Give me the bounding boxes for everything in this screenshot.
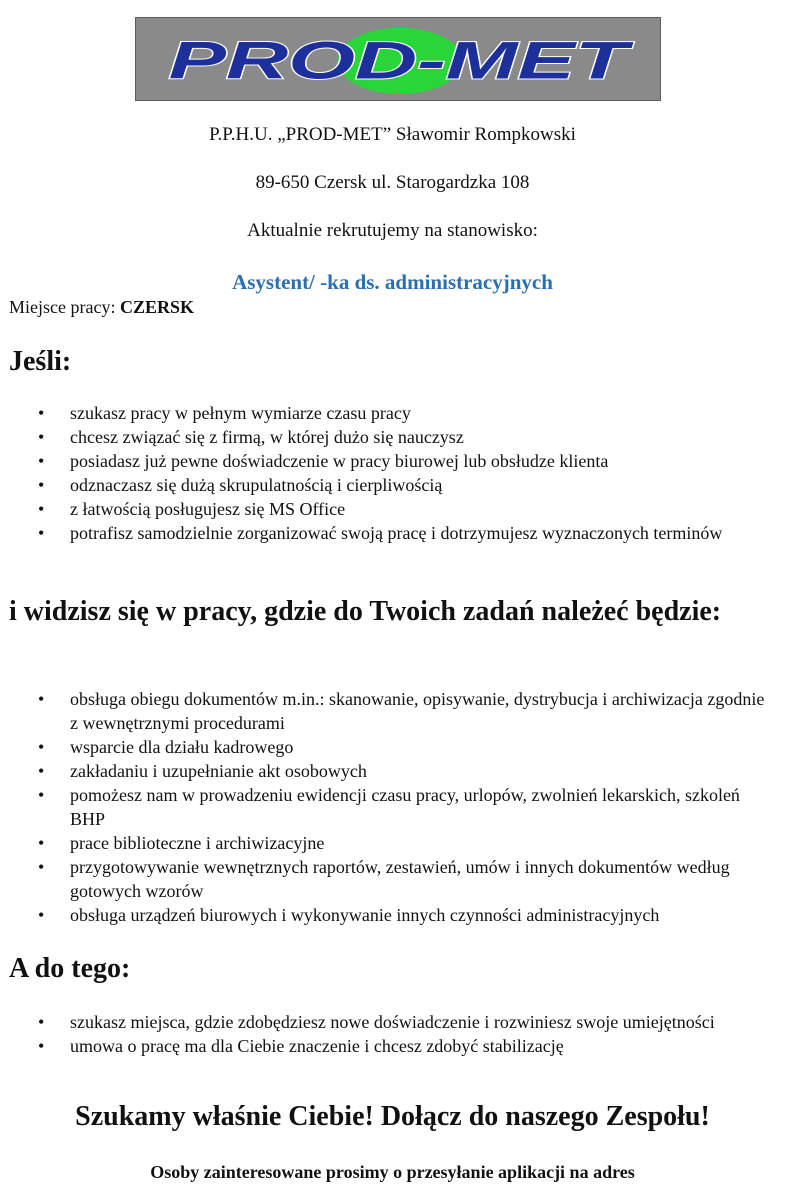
logo-text: PROD-MET (168, 31, 634, 91)
list-item: • szukasz miejsca, gdzie zdobędziesz nowe doświadczenie i rozwiniesz swoje umiejętności (38, 1010, 773, 1034)
call-to-action: Szukamy właśnie Ciebie! Dołącz do naszego Zespołu! (75, 1101, 710, 1132)
company-name: P.P.H.U. „PROD-MET” Sławomir Rompkowski (209, 124, 576, 145)
list-item: • prace biblioteczne i archiwizacyjne (38, 831, 773, 855)
list-item: • z łatwością posługujesz się MS Office (38, 497, 773, 521)
workplace-label: Miejsce pracy: (9, 297, 120, 317)
list-item: • zakładaniu i uzupełnianie akt osobowych (38, 759, 773, 783)
list-item: • obsługa urządzeń biurowych i wykonywanie innych czynności administracyjnych (38, 903, 773, 927)
list-item: • potrafisz samodzielnie zorganizować swoją pracę i dotrzymujesz wyznaczonych terminów (38, 521, 773, 545)
list-item: • wsparcie dla działu kadrowego (38, 735, 773, 759)
workplace-line (9, 297, 194, 318)
workplace-value: CZERSK (119, 297, 194, 317)
section-heading-requirements: Jeśli: (9, 346, 72, 377)
benefits-list (38, 1010, 773, 1058)
section-heading-duties: i widzisz się w pracy, gdzie do Twoich zadań należeć będzie: (9, 596, 722, 627)
company-logo-graphic (136, 18, 660, 100)
list-item: • chcesz związać się z firmą, w której dużo się nauczysz (38, 425, 773, 449)
application-note: Osoby zainteresowane prosimy o przesyłanie aplikacji na adres (150, 1162, 635, 1182)
list-item: • umowa o pracę ma dla Ciebie znaczenie i chcesz zdobyć stabilizację (38, 1034, 773, 1058)
recruiting-intro: Aktualnie rekrutujemy na stanowisko: (247, 220, 538, 241)
requirements-list (38, 401, 773, 545)
duties-list (38, 687, 773, 927)
list-item: • odznaczasz się dużą skrupulatnością i cierpliwością (38, 473, 773, 497)
list-item: • obsługa obiegu dokumentów m.in.: skanowanie, opisywanie, dystrybucja i archiwizacja zgodnie z wewnętrznymi procedurami (38, 687, 773, 735)
list-item: • przygotowywanie wewnętrznych raportów, zestawień, umów i innych dokumentów według gotowych wzorów (38, 855, 773, 903)
list-item: • szukasz pracy w pełnym wymiarze czasu pracy (38, 401, 773, 425)
section-heading-benefits: A do tego: (9, 953, 131, 984)
list-item: • pomożesz nam w prowadzeniu ewidencji czasu pracy, urlopów, zwolnień lekarskich, szkoleń BHP (38, 783, 773, 831)
company-address: 89-650 Czersk ul. Starogardzka 108 (255, 172, 530, 193)
list-item: • posiadasz już pewne doświadczenie w pracy biurowej lub obsłudze klienta (38, 449, 773, 473)
company-logo (135, 17, 661, 101)
job-title: Asystent/ -ka ds. administracyjnych (232, 270, 553, 294)
